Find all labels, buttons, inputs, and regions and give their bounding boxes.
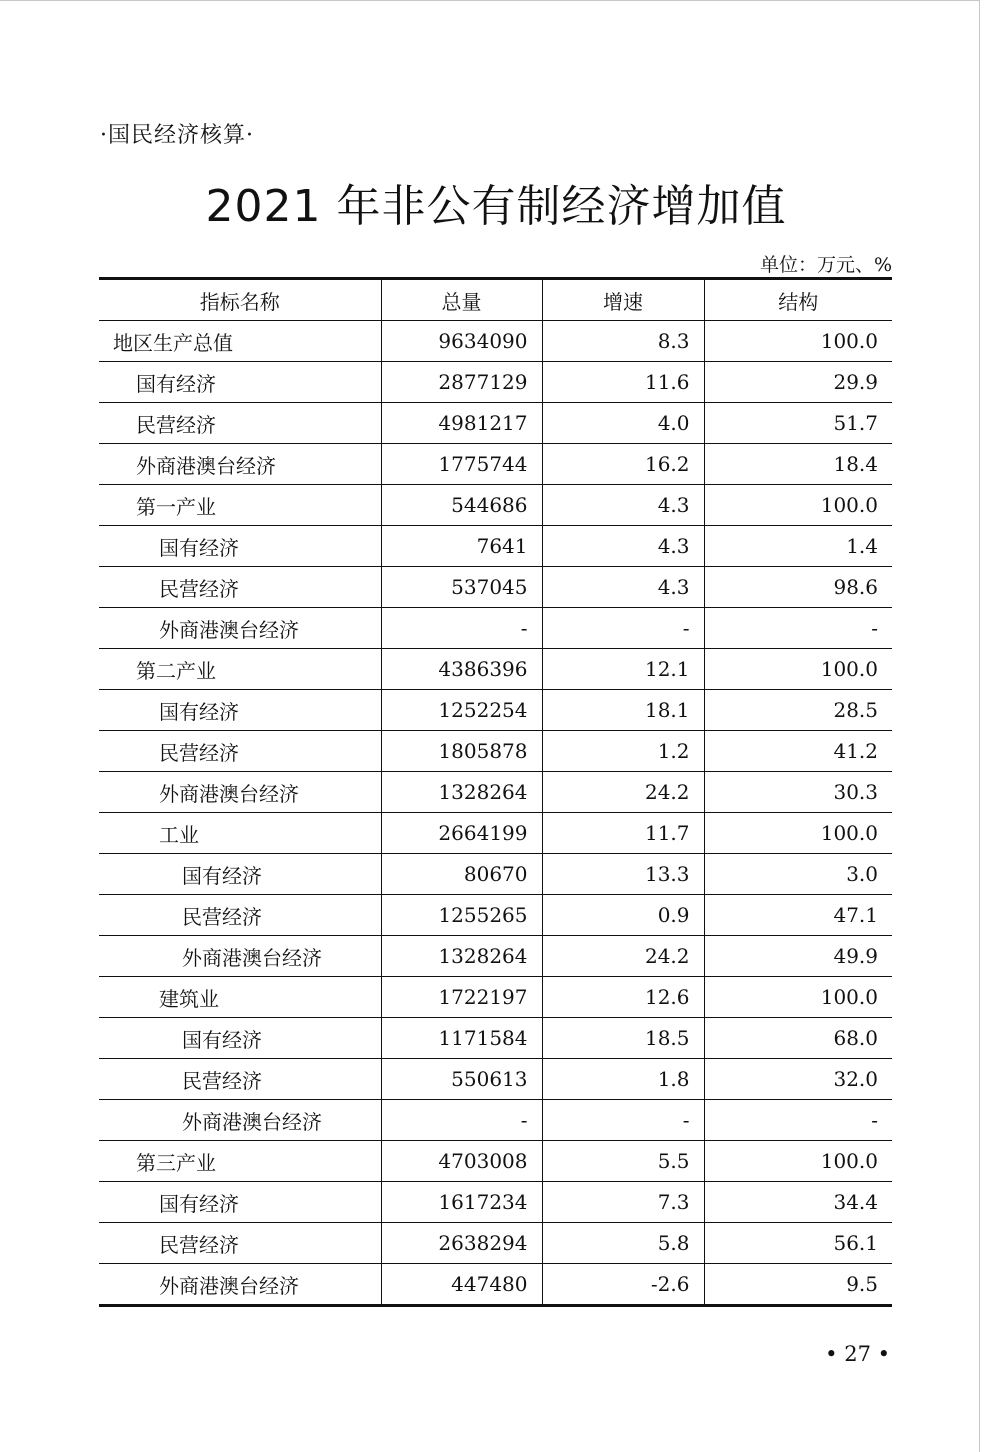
indicator-name-cell: 国有经济	[99, 1182, 381, 1223]
table-row	[99, 1223, 892, 1264]
total-cell: 1805878	[381, 731, 542, 772]
indicator-name-cell: 民营经济	[99, 731, 381, 772]
indicator-name-cell: 地区生产总值	[99, 321, 381, 362]
total-cell: 1252254	[381, 690, 542, 731]
total-cell: 9634090	[381, 321, 542, 362]
unit-label: 单位：万元、%	[759, 254, 892, 276]
structure-cell: 34.4	[704, 1182, 892, 1223]
structure-cell: -	[704, 608, 892, 649]
structure-cell: 51.7	[704, 403, 892, 444]
growth-cell: 18.5	[542, 1018, 704, 1059]
total-cell: 1171584	[381, 1018, 542, 1059]
indicator-name-cell: 民营经济	[99, 567, 381, 608]
table-row	[99, 690, 892, 731]
growth-cell: 12.6	[542, 977, 704, 1018]
total-cell: 1775744	[381, 444, 542, 485]
growth-cell: 11.6	[542, 362, 704, 403]
growth-cell: -2.6	[542, 1264, 704, 1306]
column-header-structure: 结构	[704, 279, 892, 321]
table-row	[99, 649, 892, 690]
structure-cell: 3.0	[704, 854, 892, 895]
growth-cell: 11.7	[542, 813, 704, 854]
structure-cell: 32.0	[704, 1059, 892, 1100]
structure-cell: 98.6	[704, 567, 892, 608]
value-added-table	[99, 277, 892, 1307]
indicator-name-cell: 国有经济	[99, 526, 381, 567]
indicator-name-cell: 第三产业	[99, 1141, 381, 1182]
table-row	[99, 731, 892, 772]
structure-cell: 1.4	[704, 526, 892, 567]
table-row	[99, 321, 892, 362]
total-cell: 2664199	[381, 813, 542, 854]
total-cell: 4386396	[381, 649, 542, 690]
growth-cell: 18.1	[542, 690, 704, 731]
growth-cell: 12.1	[542, 649, 704, 690]
column-header-total: 总量	[381, 279, 542, 321]
structure-cell: 47.1	[704, 895, 892, 936]
indicator-name-cell: 建筑业	[99, 977, 381, 1018]
table-row	[99, 567, 892, 608]
structure-cell: 30.3	[704, 772, 892, 813]
structure-cell: 49.9	[704, 936, 892, 977]
column-header-growth: 增速	[542, 279, 704, 321]
total-cell: 537045	[381, 567, 542, 608]
total-cell: -	[381, 1100, 542, 1141]
table-row	[99, 772, 892, 813]
table-row	[99, 895, 892, 936]
structure-cell: 29.9	[704, 362, 892, 403]
table-row	[99, 977, 892, 1018]
indicator-name-cell: 第二产业	[99, 649, 381, 690]
structure-cell: 41.2	[704, 731, 892, 772]
indicator-name-cell: 民营经济	[99, 403, 381, 444]
indicator-name-cell: 国有经济	[99, 362, 381, 403]
structure-cell: -	[704, 1100, 892, 1141]
growth-cell: 24.2	[542, 936, 704, 977]
total-cell: -	[381, 608, 542, 649]
table-row	[99, 1059, 892, 1100]
structure-cell: 100.0	[704, 813, 892, 854]
indicator-name-cell: 国有经济	[99, 854, 381, 895]
structure-cell: 18.4	[704, 444, 892, 485]
indicator-name-cell: 外商港澳台经济	[99, 772, 381, 813]
total-cell: 4981217	[381, 403, 542, 444]
table-row	[99, 608, 892, 649]
table-row	[99, 1100, 892, 1141]
indicator-name-cell: 工业	[99, 813, 381, 854]
table-row	[99, 485, 892, 526]
growth-cell: 4.0	[542, 403, 704, 444]
growth-cell: -	[542, 1100, 704, 1141]
column-header-indicator: 指标名称	[99, 279, 381, 321]
table-row	[99, 1264, 892, 1306]
growth-cell: 7.3	[542, 1182, 704, 1223]
structure-cell: 9.5	[704, 1264, 892, 1306]
indicator-name-cell: 国有经济	[99, 1018, 381, 1059]
total-cell: 550613	[381, 1059, 542, 1100]
structure-cell: 100.0	[704, 485, 892, 526]
growth-cell: 5.8	[542, 1223, 704, 1264]
growth-cell: 4.3	[542, 485, 704, 526]
total-cell: 1255265	[381, 895, 542, 936]
table-body	[99, 321, 892, 1306]
growth-cell: 16.2	[542, 444, 704, 485]
indicator-name-cell: 第一产业	[99, 485, 381, 526]
growth-cell: 0.9	[542, 895, 704, 936]
total-cell: 2638294	[381, 1223, 542, 1264]
total-cell: 447480	[381, 1264, 542, 1306]
page-number: • 27 •	[825, 1342, 890, 1366]
indicator-name-cell: 国有经济	[99, 690, 381, 731]
total-cell: 80670	[381, 854, 542, 895]
page-title: 2021 年非公有制经济增加值	[205, 181, 787, 232]
structure-cell: 100.0	[704, 977, 892, 1018]
total-cell: 4703008	[381, 1141, 542, 1182]
structure-cell: 68.0	[704, 1018, 892, 1059]
growth-cell: 8.3	[542, 321, 704, 362]
indicator-name-cell: 民营经济	[99, 895, 381, 936]
page-edge-top	[0, 0, 980, 1]
total-cell: 1722197	[381, 977, 542, 1018]
growth-cell: 24.2	[542, 772, 704, 813]
indicator-name-cell: 外商港澳台经济	[99, 444, 381, 485]
table-row	[99, 1141, 892, 1182]
table-row	[99, 1018, 892, 1059]
table-row	[99, 526, 892, 567]
total-cell: 2877129	[381, 362, 542, 403]
table-row	[99, 936, 892, 977]
table-row	[99, 1182, 892, 1223]
growth-cell: 1.8	[542, 1059, 704, 1100]
total-cell: 1617234	[381, 1182, 542, 1223]
structure-cell: 28.5	[704, 690, 892, 731]
growth-cell: 4.3	[542, 567, 704, 608]
indicator-name-cell: 民营经济	[99, 1223, 381, 1264]
growth-cell: 5.5	[542, 1141, 704, 1182]
indicator-name-cell: 外商港澳台经济	[99, 608, 381, 649]
growth-cell: 13.3	[542, 854, 704, 895]
structure-cell: 100.0	[704, 649, 892, 690]
indicator-name-cell: 外商港澳台经济	[99, 1264, 381, 1306]
total-cell: 544686	[381, 485, 542, 526]
growth-cell: 1.2	[542, 731, 704, 772]
section-label: ·国民经济核算·	[100, 123, 254, 148]
growth-cell: -	[542, 608, 704, 649]
structure-cell: 56.1	[704, 1223, 892, 1264]
total-cell: 7641	[381, 526, 542, 567]
structure-cell: 100.0	[704, 321, 892, 362]
growth-cell: 4.3	[542, 526, 704, 567]
table-row	[99, 403, 892, 444]
total-cell: 1328264	[381, 772, 542, 813]
table-row	[99, 444, 892, 485]
structure-cell: 100.0	[704, 1141, 892, 1182]
indicator-name-cell: 外商港澳台经济	[99, 936, 381, 977]
table-row	[99, 854, 892, 895]
table-row	[99, 813, 892, 854]
total-cell: 1328264	[381, 936, 542, 977]
table-header-row	[99, 279, 892, 321]
indicator-name-cell: 民营经济	[99, 1059, 381, 1100]
table-row	[99, 362, 892, 403]
indicator-name-cell: 外商港澳台经济	[99, 1100, 381, 1141]
